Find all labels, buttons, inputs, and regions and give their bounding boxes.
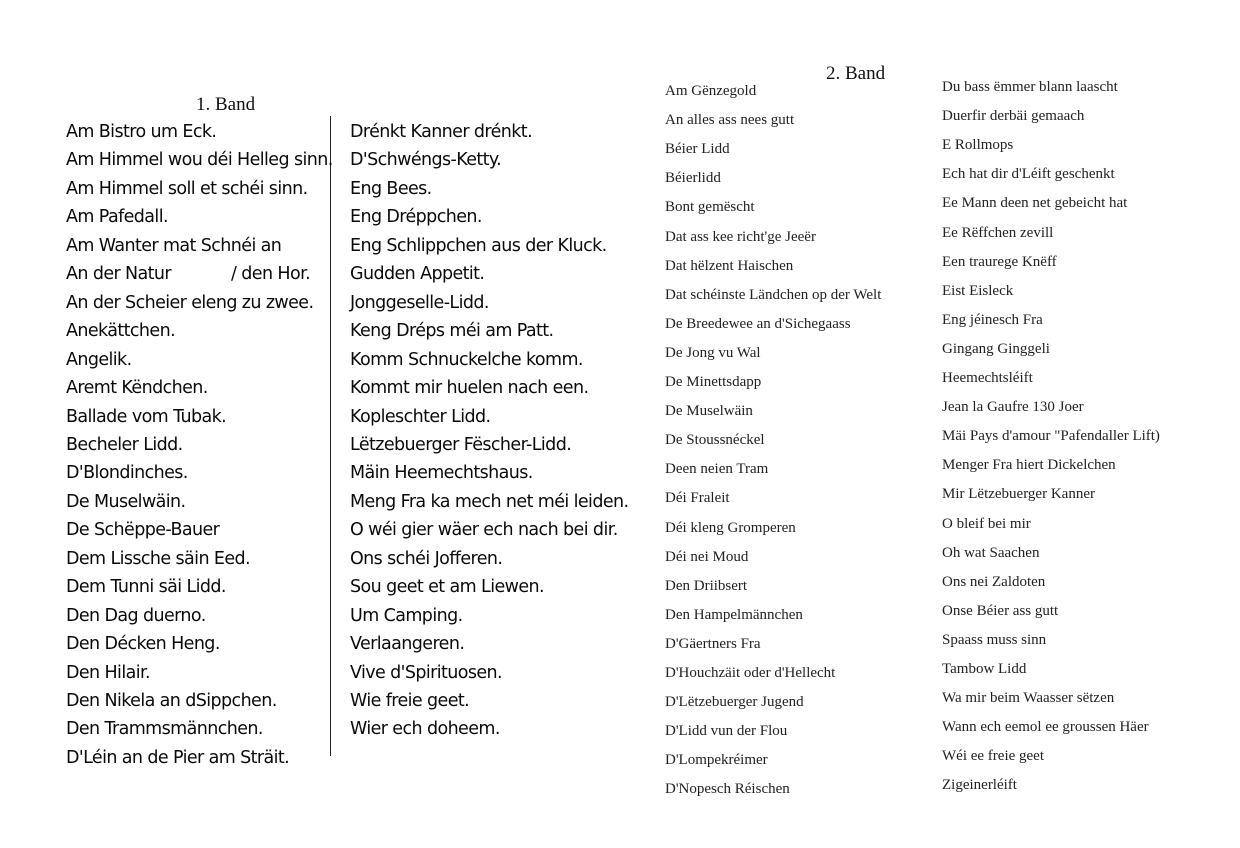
song-title: Kommt mir huelen nach een. — [350, 378, 589, 399]
song-title: Déi Fraleit — [665, 490, 730, 507]
song-title: Anekättchen. — [66, 321, 176, 342]
song-title: Dem Tunni säi Lidd. — [66, 577, 226, 598]
song-title: Gudden Appetit. — [350, 264, 485, 285]
song-title: Eng Dréppchen. — [350, 207, 482, 228]
song-title: Ee Mann deen net gebeicht hat — [942, 195, 1128, 212]
song-title: Verlaangeren. — [350, 634, 465, 655]
song-title: Mäi Pays d'amour "Pafendaller Lift) — [942, 428, 1160, 445]
song-title: Déi kleng Gromperen — [665, 519, 796, 536]
inline-insert: / den Hor. — [231, 264, 311, 285]
song-title: Ons schéi Jofferen. — [350, 548, 503, 569]
song-title: E Rollmops — [942, 137, 1014, 154]
song-title: Déi nei Moud — [665, 548, 749, 565]
song-title: De Jong vu Wal — [665, 344, 761, 361]
song-title: Zigeinerléift — [942, 777, 1017, 794]
song-title: Den Décken Heng. — [66, 634, 220, 655]
song-title: Wann ech eemol ee groussen Häer — [942, 719, 1149, 736]
song-title: Vive d'Spirituosen. — [350, 662, 502, 683]
song-title: Ech hat dir d'Léift geschenkt — [942, 166, 1115, 183]
song-title: D'Houchzäit oder d'Hellecht — [665, 665, 836, 681]
song-title: An der Scheier eleng zu zwee. — [66, 292, 314, 313]
song-title: D'Gäertners Fra — [665, 635, 761, 652]
song-title: D'Lidd vun der Flou — [665, 723, 788, 740]
song-title: Een trauregе Knëff — [942, 253, 1057, 270]
song-title: Um Camping. — [350, 605, 463, 626]
song-title: Du bass ëmmer blann laascht — [942, 79, 1118, 95]
song-title: Eng jéinesch Fra — [942, 311, 1043, 328]
song-title: Bont gemëscht — [665, 199, 755, 216]
song-title: Am Pafedall. — [66, 207, 168, 228]
song-title: D'Lompekréimer — [665, 752, 768, 769]
song-title: Keng Dréps méi am Patt. — [350, 321, 554, 342]
song-title: Am Gënzegold — [665, 83, 757, 99]
song-title: D'Léin an de Pier am Sträit. — [66, 747, 290, 768]
song-title: Duerfir derbäi gemaach — [942, 108, 1085, 125]
song-title: Wier ech doheem. — [350, 719, 500, 740]
song-title: D'Lëtzebuerger Jugend — [665, 694, 804, 711]
song-title: Den Trammsmännchen. — [66, 719, 263, 740]
song-title: Den Hampelmännchen — [665, 606, 803, 623]
song-title: Jonggeselle-Lidd. — [350, 292, 489, 313]
song-title: Dat ass kee richt'ge Jeeër — [665, 228, 816, 245]
song-title: An der Natur / den Hor. — [66, 264, 311, 285]
song-title: Ee Rëffchen zevill — [942, 224, 1054, 241]
song-title: Wéi ee freie geet — [942, 748, 1045, 765]
song-title: D'Nopesch Réischen — [665, 781, 790, 798]
song-title: Oh wat Saachen — [942, 544, 1040, 561]
song-title: Aremt Këndchen. — [66, 378, 208, 399]
song-title: Béier Lidd — [665, 141, 730, 158]
song-title: De Breedewee an d'Sichegaass — [665, 315, 851, 332]
song-title: Mäin Heemechtshaus. — [350, 463, 533, 484]
song-title: Ballade vom Tubak. — [66, 406, 227, 427]
song-title: Den Driibsert — [665, 577, 748, 594]
song-title: Eng Bees. — [350, 178, 432, 199]
column-divider — [330, 116, 331, 756]
song-title: Deen neien Tram — [665, 461, 769, 478]
song-title: Wa mir beim Waasser sëtzen — [942, 690, 1115, 707]
song-title: Gingang Ginggeli — [942, 340, 1050, 357]
song-title: Dem Lissche säin Eed. — [66, 548, 250, 569]
song-title: Heemechtsléift — [942, 370, 1033, 386]
song-title: Am Himmel wou déi Helleg sinn. — [66, 150, 333, 171]
song-title: Am Himmel soll et schéi sinn. — [66, 178, 308, 199]
song-title: Am Wanter mat Schnéi an — [66, 235, 282, 256]
song-title: Den Dag duerno. — [66, 605, 206, 626]
song-title: An alles ass nees gutt — [665, 112, 795, 129]
song-title: Kopleschter Lidd. — [350, 406, 491, 427]
song-title: O bleif bei mir — [942, 515, 1031, 532]
song-title: Jean la Gaufre 130 Joer — [942, 399, 1084, 416]
song-title: Eng Schlippchen aus der Kluck. — [350, 235, 607, 256]
song-title: D'Blondinches. — [66, 463, 188, 484]
song-title: D'Schwéngs-Ketty. — [350, 150, 502, 171]
song-title: Angelik. — [66, 349, 132, 370]
song-title: Dat schéinste Ländchen op der Welt — [665, 286, 882, 303]
song-title: O wéi gier wäer ech nach bei dir. — [350, 520, 618, 541]
song-title: Meng Fra ka mech net méi leiden. — [350, 491, 629, 512]
song-title: Wie freie geet. — [350, 691, 470, 711]
song-title: Komm Schnuckelche komm. — [350, 349, 583, 370]
song-title: Eist Eisleck — [942, 282, 1014, 299]
song-title: Menger Fra hiert Dickelchen — [942, 457, 1116, 474]
band1-title: 1. Band — [196, 94, 256, 115]
song-title: Tambow Lidd — [942, 661, 1027, 677]
song-title: Drénkt Kanner drénkt. — [350, 122, 533, 142]
song-title: Spaass muss sinn — [942, 631, 1047, 648]
song-title: Béierlidd — [665, 170, 721, 187]
song-title: Dat hëlzent Haischen — [665, 257, 794, 274]
song-title: Lëtzebuerger Fëscher-Lidd. — [350, 434, 572, 455]
song-title: De Minettsdapp — [665, 374, 762, 390]
song-title: De Stoussnéckel — [665, 432, 765, 449]
song-title: De Muselwäin. — [66, 491, 186, 512]
song-title: Den Hilair. — [66, 662, 150, 683]
band2-title: 2. Band — [826, 63, 886, 84]
song-title: De Schëppe-Bauer — [66, 520, 220, 541]
song-title: Mir Lëtzebuerger Kanner — [942, 486, 1095, 503]
song-title: Ons nei Zaldoten — [942, 573, 1046, 590]
song-title: Am Bistro um Eck. — [66, 122, 217, 142]
song-title: Sou geet et am Liewen. — [350, 577, 544, 598]
song-title: Den Nikela an dSippchen. — [66, 691, 277, 711]
song-title: Onse Béier ass gutt — [942, 602, 1059, 619]
song-title: De Muselwäin — [665, 403, 753, 420]
song-title: Becheler Lidd. — [66, 434, 183, 455]
